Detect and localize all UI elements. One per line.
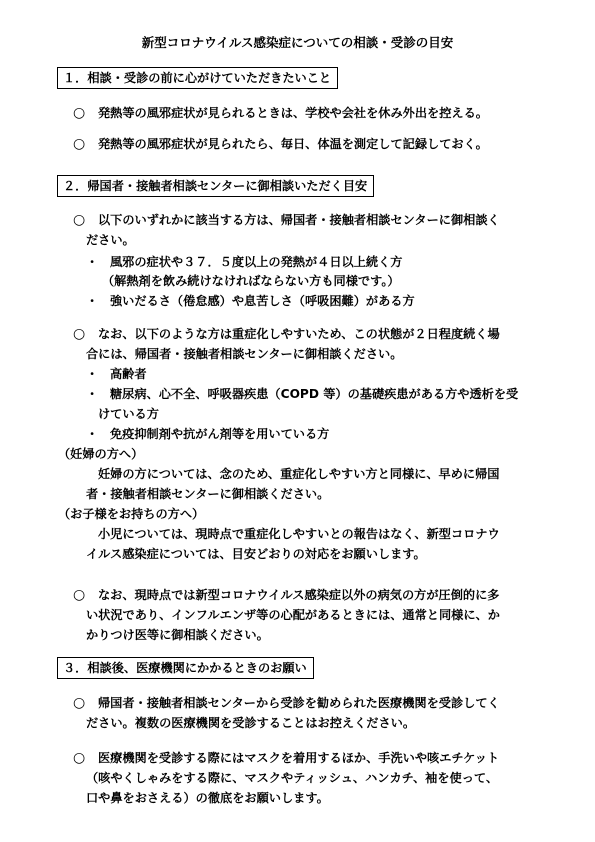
section-3-item-2-line-2: （咳やくしゃみをする際に、マスクやティッシュ、ハンカチ、袖を使って、 (86, 771, 499, 785)
dot-bullet: ・ (86, 427, 99, 441)
section-1-item-1: 発熱等の風邪症状が見られるときは、学校や会社を休み外出を控える。 (98, 106, 488, 120)
criteria-bullet-1-line-2: （解熱剤を飲み続けなければならない方も同様です。） (102, 274, 400, 288)
circle-bullet: ○ (73, 136, 86, 152)
circle-bullet: ○ (73, 212, 86, 228)
circle-bullet: ○ (73, 105, 86, 121)
circle-bullet: ○ (73, 750, 86, 766)
document-title: 新型コロナウイルス感染症についての相談・受診の目安 (141, 35, 454, 50)
section-3-item-1-line-1: 帰国者・接触者相談センターから受診を勧められた医療機関を受診してく (98, 696, 500, 710)
risk-bullet-2-line-1: 糖尿病、心不全、呼吸器疾患（COPD 等）の基礎疾患がある方や透析を受 (110, 387, 519, 401)
criteria-bullet-1-line-1: 風邪の症状や３７．５度以上の発熱が４日以上続く方 (110, 255, 403, 269)
dot-bullet: ・ (86, 294, 99, 308)
section-2-para-3-line-1: なお、現時点では新型コロナウイルス感染症以外の病気の方が圧倒的に多 (98, 588, 500, 602)
section-2-para-1-line-2: ださい。 (86, 233, 135, 247)
pregnant-label: （妊婦の方へ） (58, 447, 144, 461)
section-2-para-2-line-1: なお、以下のような方は重症化しやすいため、この状態が２日程度続く場 (98, 327, 500, 341)
risk-bullet-3: 免疫抑制剤や抗がん剤等を用いている方 (110, 427, 330, 441)
pregnant-line-1: 妊婦の方については、念のため、重症化しやすい方と同様に、早めに帰国 (98, 467, 500, 481)
dot-bullet: ・ (86, 255, 99, 269)
dot-bullet: ・ (86, 387, 99, 401)
section-2-para-3-line-2: い状況であり、インフルエンザ等の心配があるときには、通常と同様に、か (86, 608, 500, 622)
circle-bullet: ○ (73, 587, 86, 603)
section-2-para-1-line-1: 以下のいずれかに該当する方は、帰国者・接触者相談センターに御相談く (98, 213, 500, 227)
section-3-heading: ３．相談後、医療機関にかかるときのお願い (57, 657, 314, 679)
section-2-para-2-line-2: 合には、帰国者・接触者相談センターに御相談ください。 (86, 347, 403, 361)
pregnant-line-2: 者・接触者相談センターに御相談ください。 (86, 487, 330, 501)
circle-bullet: ○ (73, 695, 86, 711)
dot-bullet: ・ (86, 367, 99, 381)
criteria-bullet-2: 強いだるさ（倦怠感）や息苦しさ（呼吸困難）がある方 (110, 294, 415, 308)
section-3-item-2-line-3: 口や鼻をおさえる）の徹底をお願いします。 (86, 791, 329, 805)
circle-bullet: ○ (73, 326, 86, 342)
section-2-heading: ２．帰国者・接触者相談センターに御相談いただく目安 (57, 175, 374, 197)
risk-bullet-1: 高齢者 (110, 367, 147, 381)
section-3-item-2-line-1: 医療機関を受診する際にはマスクを着用するほか、手洗いや咳エチケット (98, 751, 500, 765)
risk-bullet-2-line-2: けている方 (98, 407, 159, 421)
section-1-item-2: 発熱等の風邪症状が見られたら、毎日、体温を測定して記録しておく。 (98, 137, 488, 151)
children-label: （お子様をお持ちの方へ） (58, 507, 205, 521)
section-2-para-3-line-3: かりつけ医等に御相談ください。 (86, 628, 269, 642)
children-line-2: イルス感染症については、目安どおりの対応をお願いします。 (86, 547, 426, 561)
section-3-item-1-line-2: ださい。複数の医療機関を受診することはお控えください。 (86, 716, 416, 730)
children-line-1: 小児については、現時点で重症化しやすいとの報告はなく、新型コロナウ (98, 527, 500, 541)
section-1-heading: １．相談・受診の前に心がけていただきたいこと (57, 67, 338, 89)
